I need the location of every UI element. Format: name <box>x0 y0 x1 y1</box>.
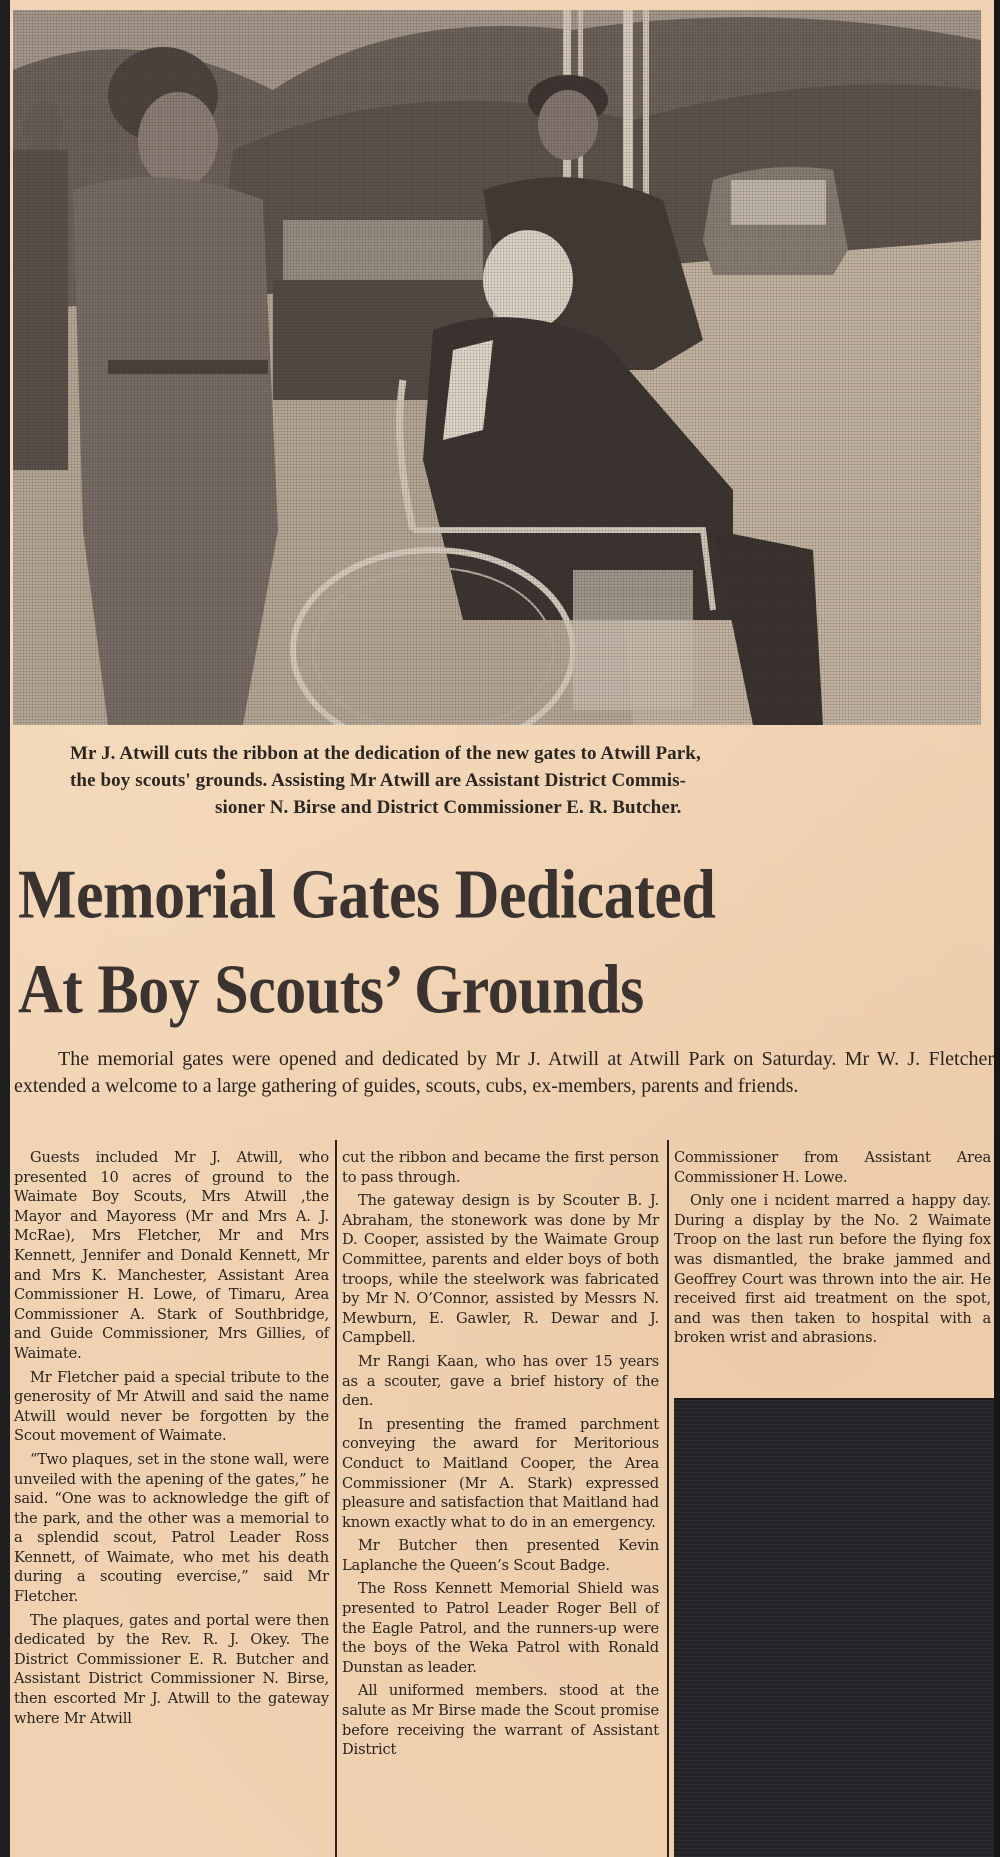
caption-line-3: sioner N. Birse and District Commissioner E. R. Butcher. <box>215 797 682 818</box>
scan-left-border <box>0 0 10 1857</box>
photo-icon <box>13 10 981 725</box>
paragraph: The Ross Kennett Memorial Shield was presented to Patrol Leader Roger Bell of the Eagle Patrol, and the runners-up were the boys of the Weka Patrol with Ronald Dunstan as leader. <box>342 1580 659 1676</box>
paragraph: The gateway design is by Scouter B. J. Abraham, the stonework was done by Mr D. Cooper, assisted by the Waimate Group Committee, parents and elder boys of both troops, while the steelwork was fabricated by Mr N. O’Connor, assisted by Messrs N. Mewburn, E. Gawler, R. Dewar and J. Campbell. <box>342 1192 659 1347</box>
paragraph: Only one i ncident marred a happy day. During a display by the No. 2 Waimate Troop on the last run before the flying fox was dismantled, the brake jammed and Geoffrey Court was thrown into the air. He received first aid treatment on the spot, and was then taken to hospital with a broken wrist and abrasions. <box>674 1192 991 1347</box>
news-photo <box>13 10 981 725</box>
photo-caption <box>70 740 930 821</box>
article-column-1 <box>14 1148 329 1732</box>
caption-line-2: the boy scouts' grounds. Assisting Mr Atwill are Assistant District Commis- <box>70 770 687 791</box>
column-divider <box>667 1140 669 1857</box>
article-column-2 <box>342 1148 659 1764</box>
paragraph: cut the ribbon and became the first person to pass through. <box>342 1149 659 1186</box>
clipping-backing-board <box>674 1398 1000 1857</box>
article-column-3 <box>674 1148 991 1352</box>
scan-right-border <box>994 0 1000 1857</box>
paragraph: Mr Fletcher paid a special tribute to the generosity of Mr Atwill and said the name Atwill would never be forgotten by the Scout movement of Waimate. <box>14 1368 329 1445</box>
paragraph: Commissioner from Assistant Area Commissioner H. Lowe. <box>674 1149 991 1186</box>
headline-line-1: Memorial Gates Dedicated <box>18 856 716 934</box>
paragraph: The plaques, gates and portal were then dedicated by the Rev. R. J. Okey. The District Commissioner E. R. Butcher and Assistant District Commissioner N. Birse, then escorted Mr J. Atwill to the gateway where Mr Atwill <box>14 1611 329 1727</box>
headline-line-2: At Boy Scouts’ Grounds <box>18 952 644 1029</box>
headline <box>18 848 978 1038</box>
paragraph: Mr Rangi Kaan, who has over 15 years as a scouter, gave a brief history of the den. <box>342 1352 659 1410</box>
caption-line-1: Mr J. Atwill cuts the ribbon at the dedication of the new gates to Atwill Park, <box>70 743 701 764</box>
paragraph: “Two plaques, set in the stone wall, were unveiled with the apening of the gates,” he said. “One was to acknowledge the gift of the park, and the other was a memorial to a splendid scout, Patrol Leader Ross Kennett, of Waimate, who met his death during a scouting evercise,” said Mr Fletcher. <box>14 1450 329 1606</box>
paragraph: Guests included Mr J. Atwill, who presented 10 acres of ground to the Waimate Boy Scouts, Mrs Atwill ,the Mayor and Mayoress (Mr and Mrs A. J. McRae), Mrs Fletcher, Mr and Mrs Kennett, Jennifer and Donald Kennett, Mr and Mrs K. Manchester, Assistant Area Commissioner H. Lowe, of Timaru, Area Commissioner A. Stark of Southbridge, and Guide Commissioner, Mrs Gillies, of Waimate. <box>14 1149 329 1362</box>
paragraph: All uniformed members. stood at the salute as Mr Birse made the Scout promise before receiving the warrant of Assistant District <box>342 1682 659 1759</box>
paragraph: Mr Butcher then presented Kevin Laplanche the Queen’s Scout Badge. <box>342 1537 659 1574</box>
lead-paragraph: The memorial gates were opened and dedicated by Mr J. Atwill at Atwill Park on Saturday. Mr W. J. Fletcher extended a welcome to a large gathering of guides, scouts, cubs, ex-members, parents and friends. <box>14 1048 994 1097</box>
paragraph: In presenting the framed parchment conveying the award for Meritorious Conduct to Maitland Cooper, the Area Commissioner (Mr A. Stark) expressed pleasure and satisfaction that Maitland had known exactly what to do in an emergency. <box>342 1415 659 1531</box>
column-divider <box>335 1140 337 1857</box>
